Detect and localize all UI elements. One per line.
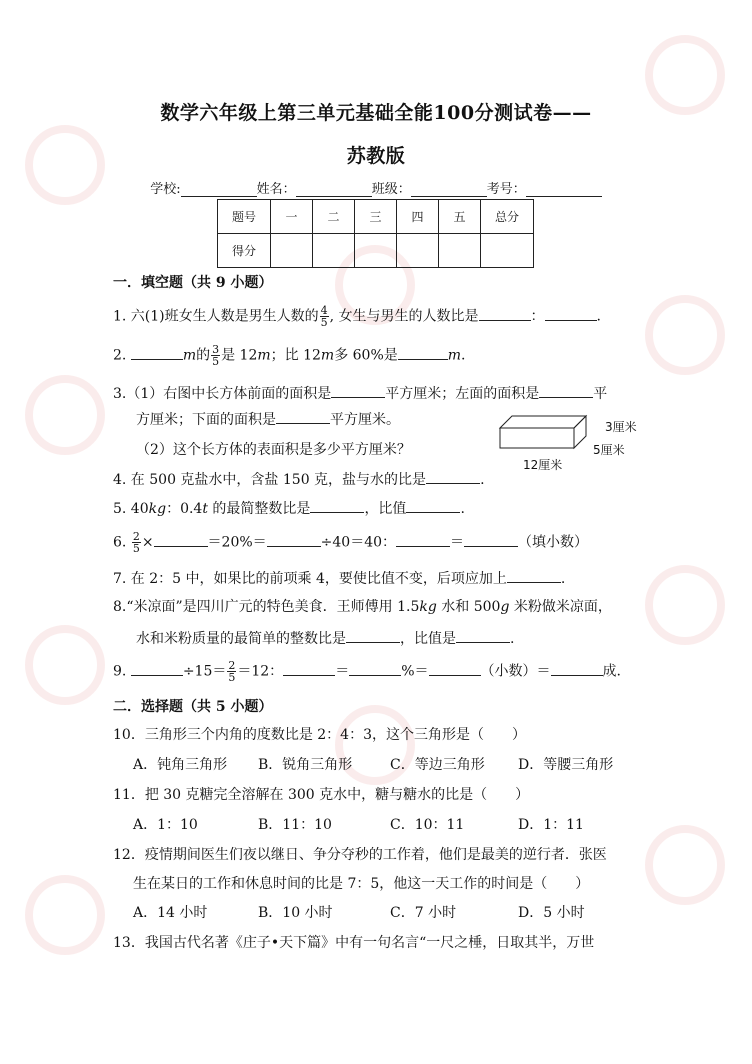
score-header-cell: 四 bbox=[397, 200, 439, 234]
q1-text: . bbox=[596, 308, 601, 325]
answer-blank[interactable] bbox=[426, 469, 480, 484]
score-header-cell: 三 bbox=[355, 200, 397, 234]
section-2-title: 二．选择题（共 5 小题） bbox=[113, 699, 273, 715]
q9-fraction: $\frac{2}{5}$ bbox=[228, 659, 236, 684]
question-12-option-c[interactable]: C．7 小时 bbox=[390, 905, 457, 921]
answer-blank[interactable] bbox=[349, 661, 401, 676]
answer-blank[interactable] bbox=[346, 628, 400, 643]
question-12-option-a[interactable]: A．14 小时 bbox=[133, 905, 208, 921]
question-4: 4. 在 500 克盐水中，含盐 150 克，盐与水的比是 . bbox=[113, 469, 485, 490]
question-8-line1: 8.“米凉面”是四川广元的特色美食．王师傅用 1.5kg 水和 500g 米粉做米凉面， bbox=[113, 599, 612, 615]
exam-no-label: 考号： bbox=[486, 182, 526, 197]
question-11-option-a[interactable]: A．1：10 bbox=[133, 817, 198, 833]
exam-no-blank[interactable] bbox=[526, 182, 602, 197]
watermark-logo-icon bbox=[20, 870, 110, 960]
question-12-option-d[interactable]: D．5 小时 bbox=[518, 905, 585, 921]
answer-blank[interactable] bbox=[131, 661, 183, 676]
page-subtitle: 苏教版 bbox=[346, 145, 406, 167]
question-11: 11．把 30 克糖完全溶解在 300 克水中，糖与糖水的比是（ ） bbox=[113, 787, 530, 803]
answer-blank[interactable] bbox=[507, 568, 561, 583]
answer-blank[interactable] bbox=[276, 409, 330, 424]
question-3-line1: 3.（1）右图中长方体前面的面积是 平方厘米；左面的面积是 平 bbox=[113, 383, 607, 404]
answer-blank[interactable] bbox=[551, 661, 603, 676]
cuboid-length-label: 12厘米 bbox=[523, 458, 563, 472]
question-2: 2. m的 $\frac{3}{5}$ 是 12m；比 12m多 60%是 m. bbox=[113, 343, 466, 368]
question-10-option-a[interactable]: A．钝角三角形 bbox=[133, 757, 228, 773]
student-info-line bbox=[0, 178, 752, 197]
question-11-option-c[interactable]: C．10：11 bbox=[390, 817, 465, 833]
answer-blank[interactable] bbox=[539, 383, 593, 398]
question-12-line1: 12．疫情期间医生们夜以继日、争分夺秒的工作着，他们是最美的逆行者．张医 bbox=[113, 847, 607, 863]
q1-fraction: $\frac{4}{5}$ bbox=[320, 304, 328, 329]
answer-blank[interactable] bbox=[310, 498, 364, 513]
score-cell[interactable] bbox=[271, 234, 313, 268]
answer-blank[interactable] bbox=[396, 532, 450, 547]
cuboid-height-label: 3厘米 bbox=[605, 420, 637, 434]
q1-text: , 女生与男生的人数比是 bbox=[329, 308, 479, 325]
q1-text: ： bbox=[530, 308, 545, 325]
name-blank[interactable] bbox=[296, 182, 372, 197]
watermark-logo-icon bbox=[640, 290, 730, 380]
answer-blank[interactable] bbox=[131, 345, 183, 360]
score-row-label: 得分 bbox=[218, 234, 271, 268]
section-1-title: 一．填空题（共 9 小题） bbox=[113, 275, 273, 291]
cuboid-width-label: 5厘米 bbox=[593, 443, 625, 457]
question-10: 10．三角形三个内角的度数比是 2：4：3，这个三角形是（ ） bbox=[113, 727, 526, 743]
watermark-logo-icon bbox=[330, 700, 420, 790]
score-header-cell: 总分 bbox=[481, 200, 534, 234]
answer-blank[interactable] bbox=[479, 306, 531, 321]
class-label: 班级： bbox=[371, 182, 411, 197]
question-10-option-c[interactable]: C．等边三角形 bbox=[390, 757, 485, 773]
score-table-header-row bbox=[218, 200, 534, 234]
name-label: 姓名： bbox=[256, 182, 296, 197]
question-10-option-d[interactable]: D．等腰三角形 bbox=[518, 757, 614, 773]
q2-fraction: $\frac{3}{5}$ bbox=[212, 343, 220, 368]
question-13-line1: 13．我国古代名著《庄子•天下篇》中有一句名言“一尺之棰，日取其半，万世 bbox=[113, 935, 595, 951]
answer-blank[interactable] bbox=[456, 628, 510, 643]
answer-blank[interactable] bbox=[464, 532, 518, 547]
answer-blank[interactable] bbox=[331, 383, 385, 398]
question-8-line2: 水和米粉质量的最简单的整数比是 ，比值是 . bbox=[136, 628, 514, 649]
score-cell[interactable] bbox=[313, 234, 355, 268]
score-cell[interactable] bbox=[355, 234, 397, 268]
score-cell[interactable] bbox=[481, 234, 534, 268]
answer-blank[interactable] bbox=[283, 661, 335, 676]
school-label: 学校: bbox=[150, 182, 181, 197]
answer-blank[interactable] bbox=[154, 532, 208, 547]
class-blank[interactable] bbox=[411, 182, 487, 197]
question-12-option-b[interactable]: B．10 小时 bbox=[258, 905, 333, 921]
watermark-logo-icon bbox=[640, 820, 730, 910]
question-9: 9. ÷15＝ $\frac{2}{5}$ ＝12： ＝ %＝ （小数）＝ 成. bbox=[113, 659, 621, 684]
question-12-line2: 生在某日的工作和休息时间的比是 7：5，他这一天工作的时间是（ ） bbox=[133, 876, 590, 892]
score-cell[interactable] bbox=[397, 234, 439, 268]
answer-blank[interactable] bbox=[398, 345, 448, 360]
school-blank[interactable] bbox=[181, 182, 257, 197]
answer-blank[interactable] bbox=[267, 532, 321, 547]
question-5: 5. 40kg：0.4t 的最简整数比是 ，比值 . bbox=[113, 498, 465, 519]
score-header-cell: 二 bbox=[313, 200, 355, 234]
watermark-logo-icon bbox=[20, 370, 110, 460]
watermark-logo-icon bbox=[20, 620, 110, 710]
page-title: 数学六年级上第三单元基础全能100分测试卷—— bbox=[160, 102, 592, 124]
question-3-line2: 方厘米；下面的面积是 平方厘米。 bbox=[136, 409, 400, 430]
watermark-logo-icon bbox=[640, 560, 730, 650]
question-11-option-b[interactable]: B．11：10 bbox=[258, 817, 332, 833]
score-header-cell: 一 bbox=[271, 200, 313, 234]
question-3-line3: （2）这个长方体的表面积是多少平方厘米？ bbox=[136, 442, 411, 458]
answer-blank[interactable] bbox=[429, 661, 481, 676]
score-cell[interactable] bbox=[439, 234, 481, 268]
score-table bbox=[217, 199, 534, 268]
score-header-cell: 题号 bbox=[218, 200, 271, 234]
question-7: 7. 在 2：5 中，如果比的前项乘 4，要使比值不变，后项应加上 . bbox=[113, 568, 565, 589]
q6-fraction: $\frac{2}{5}$ bbox=[132, 530, 140, 555]
question-1 bbox=[113, 305, 601, 328]
question-6: 6. $\frac{2}{5}$ × ＝20%＝ ÷40＝40： ＝ （填小数） bbox=[113, 530, 589, 555]
score-header-cell: 五 bbox=[439, 200, 481, 234]
answer-blank[interactable] bbox=[406, 498, 460, 513]
cuboid-diagram bbox=[498, 414, 598, 450]
question-10-option-b[interactable]: B．锐角三角形 bbox=[258, 757, 353, 773]
question-11-option-d[interactable]: D．1：11 bbox=[518, 817, 584, 833]
q1-text: 1. 六(1)班女生人数是男生人数的 bbox=[113, 308, 319, 325]
answer-blank[interactable] bbox=[545, 306, 597, 321]
score-table-score-row bbox=[218, 234, 534, 268]
